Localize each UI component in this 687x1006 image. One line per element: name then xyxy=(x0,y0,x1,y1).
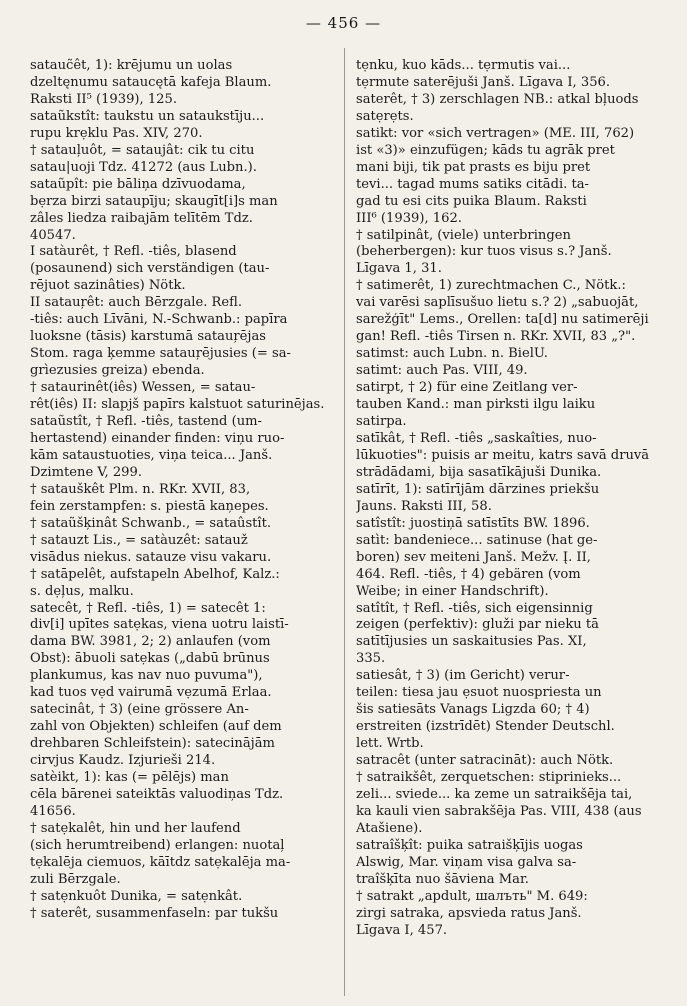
entry-text-line: lett. Wrtb. xyxy=(356,736,424,752)
entry-headword-line: satraîšķît: puika satraišķījis uogas xyxy=(356,837,583,853)
entry-headword-line: satecêt, † Refl. -tiês, 1) = satecêt 1: xyxy=(30,600,266,616)
entry-headword-line: tẹnku, kuo kāds... tẹrmutis vai... xyxy=(356,58,571,73)
entry-text-line: tevi... tagad mums satiks citādi. ta- xyxy=(356,176,589,192)
entry-text-line: 41656. xyxy=(30,803,76,819)
dictionary-entry xyxy=(356,58,674,92)
entry-text-line: rêt(iês) II: slapjš papīrs kalstuot saturinējas. xyxy=(30,397,325,413)
entry-text-line: sarežģīt" Lems., Orellen: ta[d] nu satimerēji xyxy=(356,312,649,328)
entry-text-line: zirgi satraka, apsvieda ratus Janš. xyxy=(356,905,582,921)
entry-headword-line: † satāpelêt, aufstapeln Abelhof, Kalz.: xyxy=(30,566,280,582)
entry-headword-line: † saterêt, susammenfaseln: par tukšu xyxy=(30,905,279,921)
dictionary-entry xyxy=(30,567,348,601)
entry-headword-line: † sataũšķinât Schwanb., = sataûstît. xyxy=(30,515,272,531)
entry-headword-line: satauc̃êt, 1): krējumu un uolas xyxy=(30,58,233,73)
entry-headword-line: satīkât, † Refl. -tiês „saskaîties, nuo- xyxy=(356,430,597,446)
dictionary-entry xyxy=(356,431,674,482)
entry-headword-line: † satauļuôt, = sataujât: cik tu citu xyxy=(30,142,255,158)
dictionary-entry xyxy=(30,821,348,889)
entry-text-line: vai varēsi saplīsušuo lietu s.? 2) „sabuojāt, xyxy=(356,295,639,311)
dictionary-entry xyxy=(30,702,348,770)
entry-headword-line: † sataurinêt(iês) Wessen, = satau- xyxy=(30,380,256,396)
entry-text-line: dama BW. 3981, 2; 2) anlaufen (vom xyxy=(30,634,271,650)
dictionary-entry xyxy=(30,143,348,177)
entry-text-line: boren) sev meiteni Janš. Mežv. Į. II, xyxy=(356,549,591,565)
entry-text-line: šis satiesāts Vanags Ligzda 60; † 4) xyxy=(356,702,590,718)
entry-text-line: drehbaren Schleifstein): satecinājām xyxy=(30,736,275,752)
entry-headword-line: sataũpît: pie bāliņa dzīvuodama, xyxy=(30,176,246,192)
entry-headword-line: † satẹnkuôt Dunika, = satẹnkât. xyxy=(30,888,243,904)
entry-headword-line: satracêt (unter satracināt): auch Nötk. xyxy=(356,753,614,769)
entry-text-line: strādādami, bija sasatīkājuši Dunika. xyxy=(356,464,602,480)
entry-text-line: cirvjus Kaudz. Izjurieši 214. xyxy=(30,753,216,769)
dictionary-entry xyxy=(30,906,348,923)
dictionary-entry xyxy=(356,668,674,753)
entry-headword-line: satîtît, † Refl. -tiês, sich eigensinnig xyxy=(356,600,593,616)
entry-headword-line: † satauškêt Plm. n. RKr. XVII, 83, xyxy=(30,481,251,497)
entry-text-line: Jauns. Raksti III, 58. xyxy=(356,498,492,514)
dictionary-entry xyxy=(30,244,348,295)
entry-text-line: Weibe; in einer Handschrift). xyxy=(356,583,549,599)
entry-text-line: plankumus, kas nav nuo puvuma"), xyxy=(30,668,263,684)
entry-headword-line: satîstît: juostiņā satīstīts BW. 1896. xyxy=(356,515,590,531)
page-number: — 456 — xyxy=(305,14,382,32)
entry-headword-line: satimst: auch Lubn. n. BielU. xyxy=(356,346,548,362)
dictionary-entry xyxy=(356,92,674,126)
entry-text-line: zâles liedza raibajām telītēm Tdz. xyxy=(30,210,253,226)
dictionary-entry xyxy=(30,482,348,516)
entry-headword-line: satimt: auch Pas. VIII, 49. xyxy=(356,363,528,379)
entry-text-line: ist «3)» einzufügen; kāds tu agrāk pret xyxy=(356,142,615,158)
entry-headword-line: satirpt, † 2) für eine Zeitlang ver- xyxy=(356,380,578,396)
entry-text-line: Dzimtene V, 299. xyxy=(30,464,142,480)
entry-text-line: dzeltęnumu sataucętā kafeja Blaum. xyxy=(30,74,272,90)
dictionary-entry xyxy=(356,482,674,516)
dictionary-entry xyxy=(30,889,348,906)
entry-text-line: zeigen (perfektiv): gluži par nieku tā xyxy=(356,617,599,633)
entry-text-line: bẹrza birzi sataupīju; skaugīt[i]s man xyxy=(30,193,278,209)
entry-text-line: teilen: tiesa jau ẹsuot nuospriesta un xyxy=(356,685,602,701)
dictionary-entry xyxy=(356,533,674,601)
entry-text-line: fein zerstampfen: s. piestā kaņepes. xyxy=(30,498,269,514)
entry-headword-line: † satauzt Lis., = satàuzêt: satauž xyxy=(30,532,248,548)
entry-text-line: ka kauli vien sabrakšēja Pas. VIII, 438 (aus xyxy=(356,803,642,819)
entry-headword-line: satikt: vor «sich vertragen» (ME. III, 762) xyxy=(356,125,635,141)
entry-headword-line: satìt: bandeniece... satinuse (hat ge- xyxy=(356,532,598,548)
dictionary-entry xyxy=(30,109,348,143)
entry-text-line: rupu krẹklu Pas. XIV, 270. xyxy=(30,125,203,141)
entry-text-line: (posaunend) sich verständigen (tau- xyxy=(30,261,270,277)
entry-text-line: lūkuoties": puisis ar meitu, katrs savā druvā xyxy=(356,447,650,463)
entry-headword-line: satèikt, 1): kas (= pēlējs) man xyxy=(30,770,229,786)
entry-headword-line: † satraikšêt, zerquetschen: stiprinieks... xyxy=(356,770,622,786)
entry-headword-line: satecinât, † 3) (eine grössere An- xyxy=(30,702,249,718)
entry-headword-line: satiesât, † 3) (im Gericht) verur- xyxy=(356,668,570,684)
entry-text-line: tẹkalēja ciemuos, kāītdz satẹkalēja ma- xyxy=(30,854,291,870)
entry-text-line: rējuot sazinâties) Nötk. xyxy=(30,278,186,294)
entry-headword-line: sataũstît, † Refl. -tiês, tastend (um- xyxy=(30,414,262,430)
entry-text-line: erstreiten (izstrīdēt) Stender Deutschl. xyxy=(356,719,615,735)
entry-text-line: Līgava I, 457. xyxy=(356,922,448,938)
entry-text-line: tẹrmute saterējuši Janš. Līgava I, 356. xyxy=(356,74,611,90)
dictionary-entry xyxy=(30,380,348,414)
entry-text-line: hertastend) einander finden: viņu ruo- xyxy=(30,430,285,446)
entry-text-line: satītījusies un saskaitusies Pas. XI, xyxy=(356,634,587,650)
entry-headword-line: II satauŗêt: auch Bērzgale. Refl. xyxy=(30,295,243,311)
entry-text-line: kām sataustuoties, viņa teica... Janš. xyxy=(30,447,273,463)
dictionary-entry xyxy=(356,753,674,770)
entry-text-line: luoksne (tāsis) karstumā satauŗējas xyxy=(30,329,266,345)
entry-text-line: Raksti II⁵ (1939), 125. xyxy=(30,91,178,107)
right-column xyxy=(356,58,674,940)
entry-text-line: satẹrẹts. xyxy=(356,108,414,124)
entry-text-line: 335. xyxy=(356,651,386,667)
entry-text-line: zeli... sviede... ka zeme un satraikšēja tai, xyxy=(356,786,633,802)
entry-headword-line: † satẹkalêt, hin und her laufend xyxy=(30,820,241,836)
dictionary-entry xyxy=(356,228,674,279)
dictionary-entry xyxy=(30,177,348,245)
entry-text-line: (sich herumtreibend) erlangen: nuotaļ xyxy=(30,837,285,853)
dictionary-entry xyxy=(30,601,348,703)
dictionary-entry xyxy=(356,516,674,533)
entry-headword-line: I satàurêt, † Refl. -tiês, blasend xyxy=(30,244,237,260)
dictionary-entry xyxy=(356,838,674,889)
entry-text-line: satirpa. xyxy=(356,414,407,430)
entry-headword-line: sataũkstît: taukstu un sataukstīju... xyxy=(30,108,265,124)
dictionary-entry xyxy=(356,770,674,838)
entry-headword-line: † satimerêt, 1) zurechtmachen C., Nötk.: xyxy=(356,278,626,294)
entry-text-line: Līgava 1, 31. xyxy=(356,261,442,277)
entry-text-line: satau|uoji Tdz. 41272 (aus Lubn.). xyxy=(30,159,257,175)
entry-headword-line: † satrakt „apdult, шалъть" M. 649: xyxy=(356,888,588,904)
dictionary-entry xyxy=(356,126,674,228)
dictionary-entry xyxy=(30,516,348,533)
entry-headword-line: † satilpinât, (viele) unterbringen xyxy=(356,227,571,243)
dictionary-entry xyxy=(30,414,348,482)
left-column xyxy=(30,58,348,923)
entry-text-line: Atašiene). xyxy=(356,820,423,836)
dictionary-entry xyxy=(30,533,348,567)
dictionary-entry xyxy=(356,363,674,380)
entry-text-line: gad tu esi cits puika Blaum. Raksti xyxy=(356,193,587,209)
entry-text-line: 464. Refl. -tiês, † 4) gebären (vom xyxy=(356,566,581,582)
entry-text-line: kad tuos vẹd vairumā vẹzumā Erlaa. xyxy=(30,685,272,701)
entry-headword-line: satīrīt, 1): satīrījām dārzines priekšu xyxy=(356,481,600,497)
entry-text-line: zahl von Objekten) schleifen (auf dem xyxy=(30,719,282,735)
dictionary-entry xyxy=(356,889,674,940)
entry-text-line: traîšķīta nuo šāviena Mar. xyxy=(356,871,529,887)
entry-headword-line: saterêt, † 3) zerschlagen NB.: atkal bļuods xyxy=(356,91,639,107)
dictionary-entry xyxy=(30,58,348,109)
entry-text-line: div[i] upītes satẹkas, viena uotru laistī- xyxy=(30,617,289,633)
entry-text-line: III⁶ (1939), 162. xyxy=(356,210,462,226)
entry-text-line: visādus niekus. satauze visu vakaru. xyxy=(30,549,272,565)
entry-text-line: s. dẹļus, malku. xyxy=(30,583,134,599)
entry-text-line: gan! Refl. -tiês Tirsen n. RKr. XVII, 83 „?". xyxy=(356,329,636,345)
entry-text-line: tauben Kand.: man pirksti ilgu laiku xyxy=(356,397,596,413)
dictionary-entry xyxy=(30,295,348,380)
entry-text-line: Stom. raga ķemme satauŗējusies (= sa- xyxy=(30,346,291,362)
dictionary-entry xyxy=(356,601,674,669)
entry-text-line: cēla bārenei sateiktās valuodiņas Tdz. xyxy=(30,786,284,802)
entry-text-line: -tiês: auch Līvāni, N.-Schwanb.: papīra xyxy=(30,312,288,328)
entry-text-line: (beherbergen): kur tuos visus s.? Janš. xyxy=(356,244,612,260)
entry-text-line: mani biji, tik pat prasts es biju pret xyxy=(356,159,591,175)
dictionary-entry xyxy=(30,770,348,821)
entry-text-line: zuli Bērzgale. xyxy=(30,871,121,887)
entry-text-line: grìezusies greiza) ebenda. xyxy=(30,363,205,379)
dictionary-entry xyxy=(356,278,674,346)
entry-text-line: Obst): ābuoli satẹkas („dabū brūnus xyxy=(30,651,270,667)
entry-text-line: Alswig, Mar. viņam visa galva sa- xyxy=(356,854,577,870)
entry-text-line: 40547. xyxy=(30,227,76,243)
dictionary-entry xyxy=(356,346,674,363)
dictionary-entry xyxy=(356,380,674,431)
